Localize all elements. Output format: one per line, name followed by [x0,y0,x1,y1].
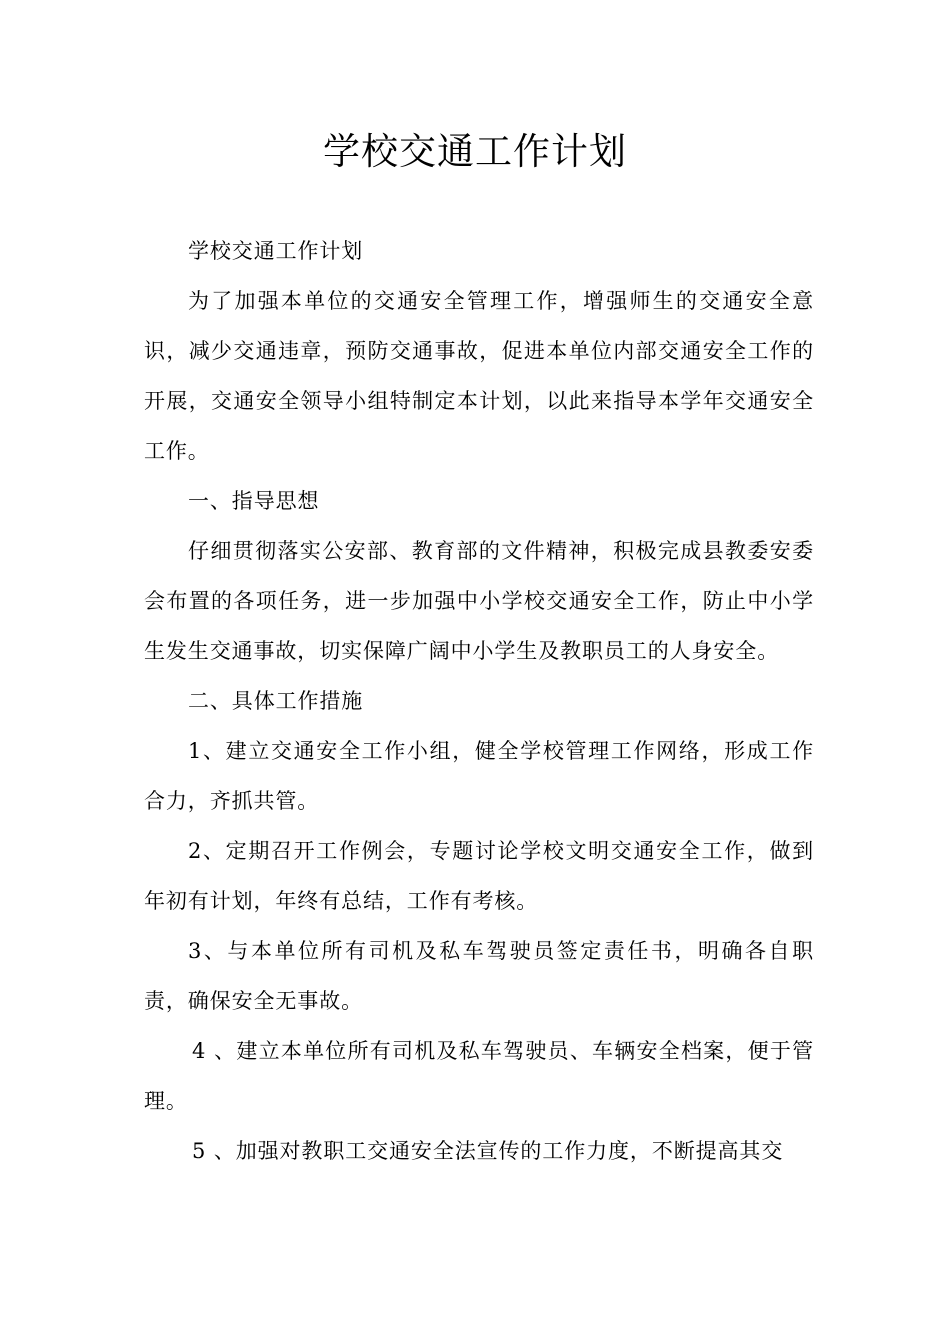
document-title: 学校交通工作计划 [323,130,627,173]
list-item-measure-2: 2、定期召开工作例会，专题讨论学校文明交通安全工作，做到年初有计划，年终有总结，工作有考核。 [144,839,814,913]
list-item-measure-4: 4 、建立本单位所有司机及私车驾驶员、车辆安全档案，便于管理。 [144,1039,814,1113]
paragraph-guiding-thought: 仔细贯彻落实公安部、教育部的文件精神，积极完成县教委安委会布置的各项任务，进一步加强中小学校交通安全工作，防止中小学生发生交通事故，切实保障广阔中小学生及教职员工的人身安全。 [144,539,814,663]
paragraph-intro: 为了加强本单位的交通安全管理工作，增强师生的交通安全意识，减少交通违章，预防交通事故，促进本单位内部交通安全工作的开展，交通安全领导小组特制定本计划，以此来指导本学年交通安全工作。 [144,289,814,463]
paragraph-subtitle: 学校交通工作计划 [188,239,364,263]
section-heading-guiding-thought: 一、指导思想 [188,489,320,513]
section-heading-work-measures: 二、具体工作措施 [188,689,364,713]
list-item-measure-1: 1、建立交通安全工作小组，健全学校管理工作网络，形成工作合力，齐抓共管。 [144,739,814,813]
list-item-measure-5: 5 、加强对教职工交通安全法宣传的工作力度，不断提高其交 [192,1139,784,1163]
document-body [144,226,814,1176]
list-item-measure-3: 3、与本单位所有司机及私车驾驶员签定责任书，明确各自职责，确保安全无事故。 [144,939,814,1013]
